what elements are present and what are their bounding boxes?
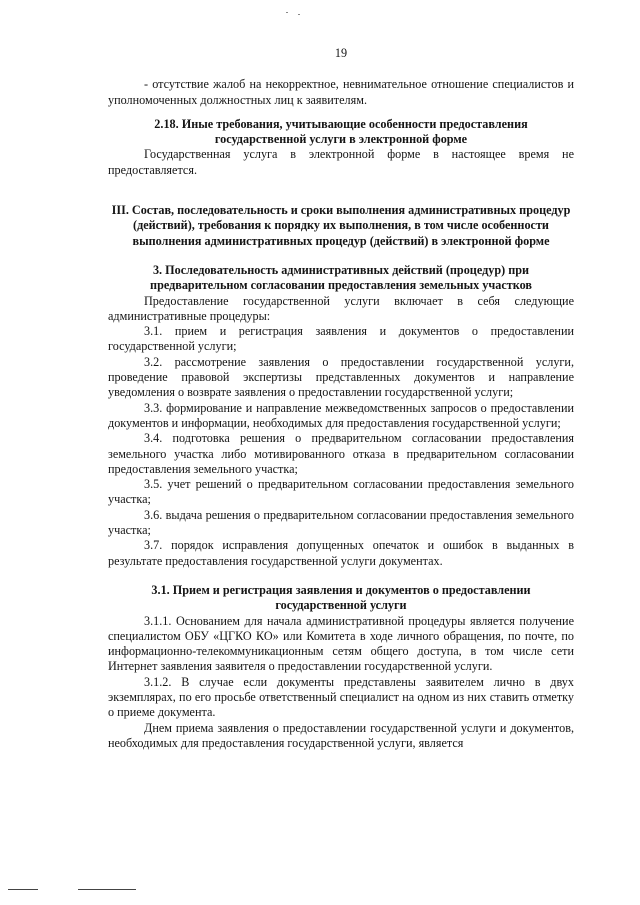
- paragraph: 3.7. порядок исправления допущенных опечаток и ошибок в выданных в результате предоставления государственной услуги документах.: [108, 538, 574, 568]
- paragraph: 3.1.2. В случае если документы представлены заявителем лично в двух экземплярах, по его просьбе ответственный специалист на одном из них ставить отметку о приеме документа.: [108, 674, 574, 720]
- spacer: [108, 178, 574, 203]
- paragraph: Предоставление государственной услуги включает в себя следующие административные процедуры:: [108, 293, 574, 323]
- scan-edge-mark: [8, 889, 38, 890]
- scan-speck: [298, 14, 300, 15]
- paragraph: 3.6. выдача решения о предварительном согласовании предоставления земельного участка;: [108, 507, 574, 538]
- spacer: [108, 108, 574, 117]
- section-heading: 3. Последовательность административных действий (процедур) при предварительном согласовании предоставления земельных участков: [150, 262, 532, 293]
- section-heading: III. Состав, последовательность и сроки выполнения административных процедур (действий), требования к порядку их выполнения, в том числе особенности выполнения административных процедур (действий) в электронной форме: [111, 203, 571, 248]
- section-heading: 3.1. Прием и регистрация заявления и документов о предоставлении государственной услуги: [151, 582, 531, 613]
- paragraph: 3.3. формирование и направление межведомственных запросов о предоставлении документов и информации, необходимых для предоставления государственной услуги;: [108, 400, 574, 430]
- paragraph: 3.1.1. Основанием для начала административной процедуры является получение специалистом ОБУ «ЦГКО КО» или Комитета в ходе личного обращения, по почте, по информационно-телекоммуникационным сетям общего доступа, в том числе сети Интернет заявления заявителя о предоставлении государственной услуги.: [108, 613, 574, 674]
- paragraph: 3.4. подготовка решения о предварительном согласовании предоставления земельного участка либо мотивированного отказа в предварительном согласовании предоставления земельного участка;: [108, 431, 574, 476]
- page-number: 19: [334, 46, 348, 60]
- spacer: [108, 569, 574, 583]
- section-heading: 2.18. Иные требования, учитывающие особенности предоставления государственной услуги в электронной форме: [154, 116, 528, 147]
- scan-edge-mark: [78, 889, 136, 890]
- paragraph: - отсутствие жалоб на некорректное, невнимательное отношение специалистов и уполномоченных должностных лиц к заявителям.: [108, 77, 574, 107]
- paragraph: 3.2. рассмотрение заявления о предоставлении государственной услуги, проведение правовой экспертизы представленных документов и направление уведомления о возврате заявления о предоставлении государственной услуги;: [108, 354, 574, 400]
- scan-speck: [286, 12, 288, 13]
- spacer: [108, 249, 574, 263]
- paragraph: 3.1. прием и регистрация заявления и документов о предоставлении государственной услуги;: [108, 324, 574, 354]
- paragraph: 3.5. учет решений о предварительном согласовании предоставления земельного участка;: [108, 477, 574, 507]
- paragraph: Днем приема заявления о предоставлении государственной услуги и документов, необходимых для предоставления государственной услуги, является: [108, 720, 574, 750]
- document-page: [108, 46, 574, 751]
- paragraph: Государственная услуга в электронной форме в настоящее время не предоставляется.: [108, 147, 574, 177]
- document-body: [108, 77, 574, 751]
